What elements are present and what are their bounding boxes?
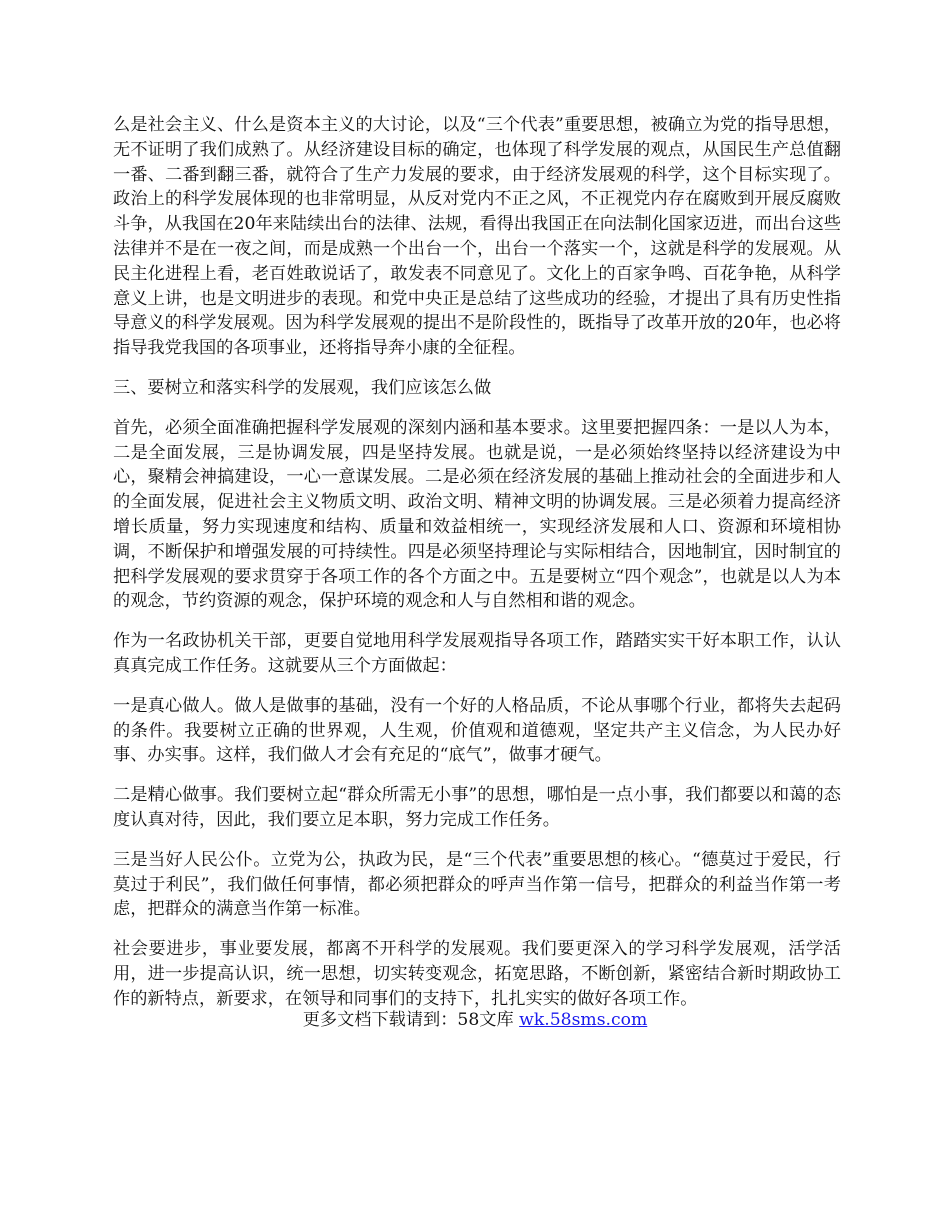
paragraph-careful-work: 二是精心做事。我们要树立起“群众所需无小事”的思想，哪怕是一点小事，我们都要以和蔼的态度认真对待，因此，我们要立足本职，努力完成工作任务。 xyxy=(113,785,841,830)
paragraph-be-a-good-person: 一是真心做人。做人是做事的基础，没有一个好的人格品质，不论从事哪个行业，都将失去起码的条件。我要树立正确的世界观，人生观，价值观和道德观，坚定共产主义信念，为人民办好事、办实事。这样，我们做人才会有充足的“底气”，做事才硬气。 xyxy=(113,695,841,766)
document-body xyxy=(113,113,841,1012)
section-heading: 三、要树立和落实科学的发展观，我们应该怎么做 xyxy=(113,377,492,398)
footer-text: 更多文档下载请到：58文库 xyxy=(302,1010,520,1030)
paragraph-public-servant: 三是当好人民公仆。立党为公，执政为民，是“三个代表”重要思想的核心。“德莫过于爱民，行莫过于利民”，我们做任何事情，都必须把群众的呼声当作第一信号，把群众的利益当作第一考虑，把群众的满意当作第一标准。 xyxy=(113,849,841,920)
footer-link[interactable]: wk.58sms.com xyxy=(519,1010,648,1030)
paragraph-conclusion: 社会要进步，事业要发展，都离不开科学的发展观。我们要更深入的学习科学发展观，活学活用，进一步提高认识，统一思想，切实转变观念，拓宽思路，不断创新，紧密结合新时期政协工作的新特点，新要求，在领导和同事们的支持下，扎扎实实的做好各项工作。 xyxy=(113,939,841,1009)
download-footer xyxy=(0,1008,950,1032)
paragraph-cadre-duty: 作为一名政协机关干部，更要自觉地用科学发展观指导各项工作，踏踏实实干好本职工作，认认真真完成工作任务。这就要从三个方面做起： xyxy=(113,631,841,676)
paragraph-first-requirements: 首先，必须全面准确把握科学发展观的深刻内涵和基本要求。这里要把握四条：一是以人为本，二是全面发展，三是协调发展，四是坚持发展。也就是说，一是必须始终坚持以经济建设为中心，聚精会神搞建设，一心一意谋发展。二是必须在经济发展的基础上推动社会的全面进步和人的全面发展，促进社会主义物质文明、政治文明、精神文明的协调发展。三是必须着力提高经济增长质量，努力实现速度和结构、质量和效益相统一，实现经济发展和人口、资源和环境相协调，不断保护和增强发展的可持续性。四是必须坚持理论与实际相结合，因地制宜，因时制宜的把科学发展观的要求贯穿于各项工作的各个方面之中。五是要树立“四个观念”，也就是以人为本的观念，节约资源的观念，保护环境的观念和人与自然相和谐的观念。 xyxy=(113,417,841,612)
paragraph-intro-continuation: 么是社会主义、什么是资本主义的大讨论，以及“三个代表”重要思想，被确立为党的指导思想，无不证明了我们成熟了。从经济建设目标的确定，也体现了科学发展的观点，从国民生产总值翻一番、二番到翻三番，就符合了生产力发展的要求，由于经济发展观的科学，这个目标实现了。政治上的科学发展体现的也非常明显，从反对党内不正之风，不正视党内存在腐败到开展反腐败斗争，从我国在20年来陆续出台的法律、法规，看得出我国正在向法制化国家迈进，而出台这些法律并不是在一夜之间，而是成熟一个出台一个，出台一个落实一个，这就是科学的发展观。从民主化进程上看，老百姓敢说话了，敢发表不同意见了。文化上的百家争鸣、百花争艳，从科学意义上讲，也是文明进步的表现。和党中央正是总结了这些成功的经验，才提出了具有历史性指导意义的科学发展观。因为科学发展观的提出不是阶段性的，既指导了改革开放的20年，也必将指导我党我国的各项事业，还将指导奔小康的全征程。 xyxy=(113,115,841,359)
